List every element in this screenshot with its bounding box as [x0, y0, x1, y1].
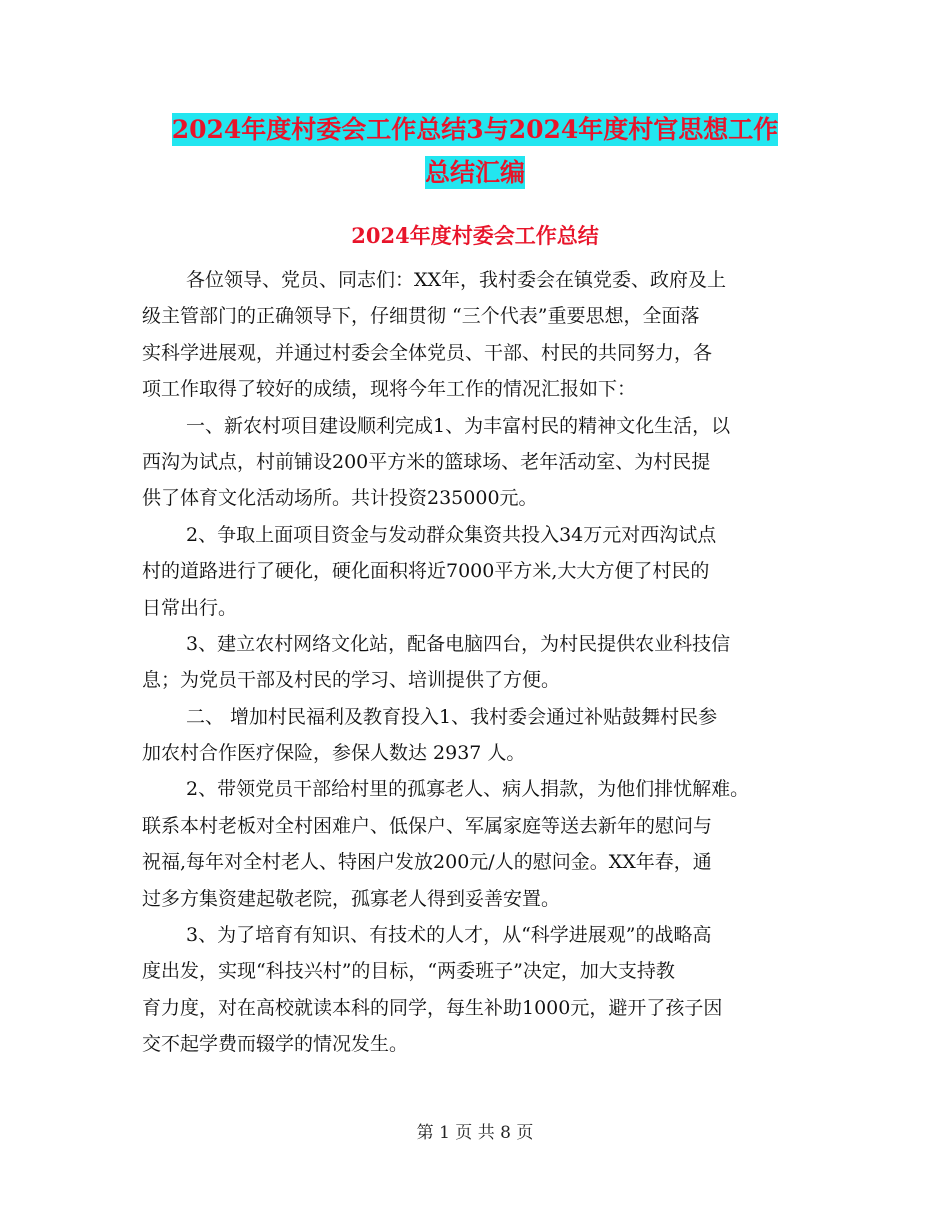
section-title: 2024年度村委会工作总结	[351, 223, 599, 248]
paragraph-line: 3、为了培育有知识、有技术的人才，从“科学进展观”的战略高	[186, 924, 712, 947]
paragraph-line: 加农村合作医疗保险，参保人数达 2937 人。	[142, 742, 526, 765]
paragraph-line: 2、带领党员干部给村里的孤寡老人、病人捐款，为他们排忧解难。	[186, 778, 750, 801]
paragraph-line: 各位领导、党员、同志们：XX年，我村委会在镇党委、政府及上	[186, 269, 727, 291]
paragraph-line: 日常出行。	[142, 596, 238, 619]
paragraph-line: 度出发，实现“科技兴村”的目标，“两委班子”决定，加大支持教	[142, 960, 675, 983]
paragraph-line: 2、争取上面项目资金与发动群众集资共投入34万元对西沟试点	[186, 523, 717, 546]
paragraph-line: 供了体育文化活动场所。共计投资235000元。	[142, 487, 538, 510]
paragraph-line: 实科学进展观，并通过村委会全体党员、干部、村民的共同努力，各	[142, 341, 713, 364]
paragraph-line: 交不起学费而辍学的情况发生。	[142, 1033, 409, 1056]
page-footer: 第 1 页 共 8 页	[416, 1123, 534, 1143]
paragraph-line: 3、建立农村网络文化站，配备电脑四台，为村民提供农业科技信	[186, 632, 731, 655]
paragraph-line: 项工作取得了较好的成绩，现将今年工作的情况汇报如下：	[142, 378, 637, 401]
paragraph	[142, 262, 810, 408]
paragraph	[142, 917, 810, 1063]
document-title	[150, 108, 800, 194]
title-line-1: 2024年度村委会工作总结3与2024年度村官思想工作	[171, 115, 779, 144]
paragraph	[142, 626, 810, 699]
paragraph-line: 二、 增加村民福利及教育投入1、我村委会通过补贴鼓舞村民参	[186, 705, 718, 728]
title-line-2: 总结汇编	[424, 158, 525, 187]
paragraph	[142, 517, 810, 626]
paragraph	[142, 408, 810, 517]
paragraph-line: 联系本村老板对全村困难户、低保户、军属家庭等送去新年的慰问与	[142, 814, 713, 837]
document-body	[142, 262, 810, 1063]
paragraph-line: 育力度，对在高校就读本科的同学，每生补助1000元，避开了孩子因	[142, 996, 723, 1019]
paragraph-line: 一、新农村项目建设顺利完成1、为丰富村民的精神文化生活，以	[186, 414, 731, 437]
paragraph-line: 祝福,每年对全村老人、特困户发放200元/人的慰问金。XX年春，通	[142, 851, 712, 874]
paragraph-line: 西沟为试点，村前铺设200平方米的篮球场、老年活动室、为村民提	[142, 450, 711, 473]
paragraph	[142, 699, 810, 772]
paragraph-line: 息；为党员干部及村民的学习、培训提供了方便。	[142, 669, 561, 692]
paragraph-line: 过多方集资建起敬老院，孤寡老人得到妥善安置。	[142, 887, 561, 910]
paragraph	[142, 771, 810, 917]
paragraph-line: 村的道路进行了硬化，硬化面积将近7000平方米,大大方便了村民的	[142, 560, 710, 583]
paragraph-line: 级主管部门的正确领导下，仔细贯彻 “三个代表”重要思想，全面落	[142, 305, 700, 328]
